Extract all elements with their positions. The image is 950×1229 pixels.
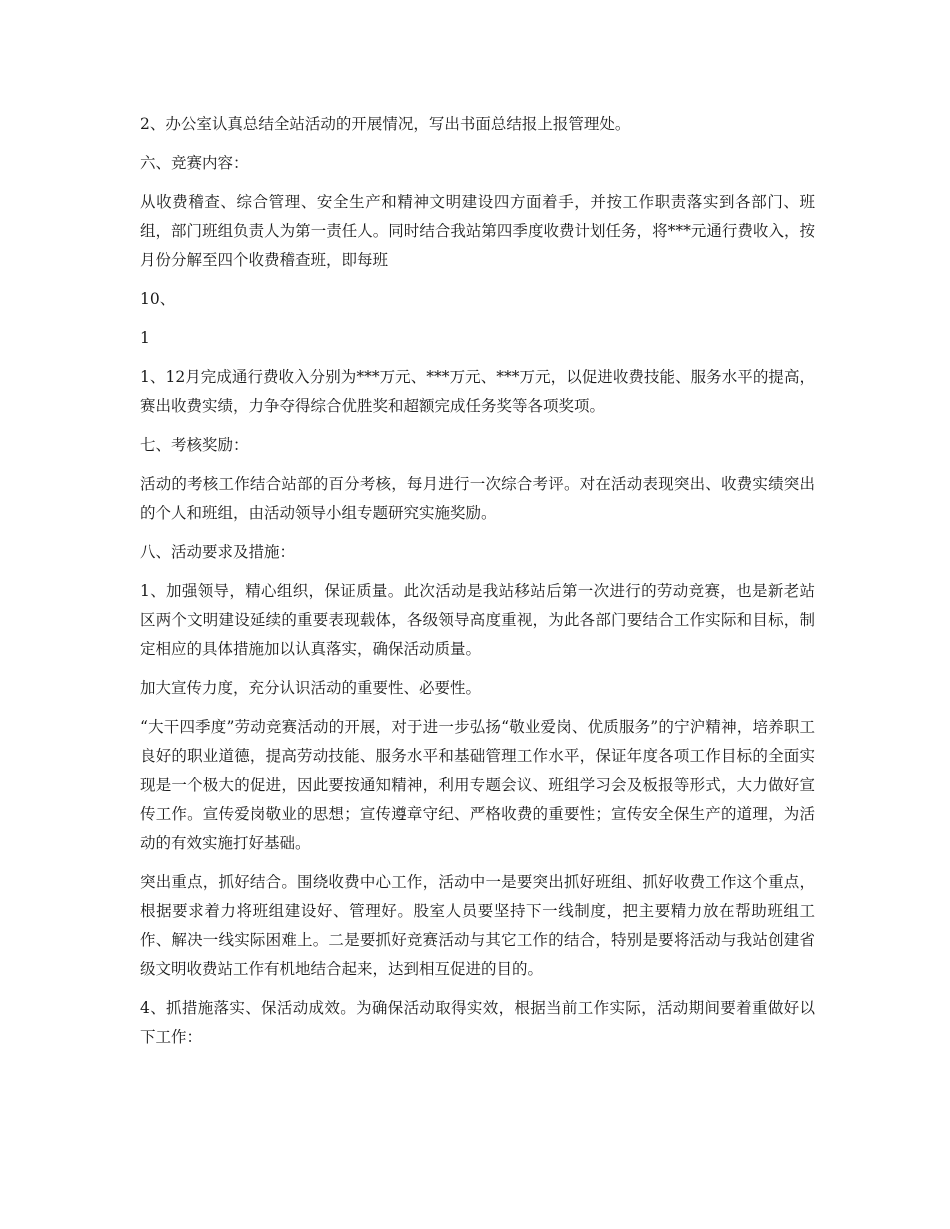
paragraph-fragment-1: 1 bbox=[140, 329, 150, 347]
paragraph-competition-scope: 从收费稽查、综合管理、安全生产和精神文明建设四方面着手，并按工作职责落实到各部门、班组，部门班组负责人为第一责任人。同时结合我站第四季度收费计划任务，将***元通行费收入，按月份分解至四个收费稽查班，即每班 bbox=[140, 193, 815, 269]
paragraph-campaign-spirit: “大干四季度”劳动竞赛活动的开展，对于进一步弘扬“敬业爱岗、优质服务”的宁沪精神，培养职工良好的职业道德，提高劳动技能、服务水平和基础管理工作水平，保证年度各项工作目标的全面实现是一个极大的促进，因此要按通知精神，利用专题会议、班组学习会及板报等形式，大力做好宣传工作。宣传爱岗敬业的思想；宣传遵章守纪、严格收费的重要性；宣传安全保生产的道理，为活动的有效实施打好基础。 bbox=[140, 718, 815, 852]
heading-requirements-measures: 八、活动要求及措施： bbox=[140, 543, 296, 561]
paragraph-fragment-10: 10、 bbox=[140, 290, 176, 308]
paragraph-publicity: 加大宣传力度，充分认识活动的重要性、必要性。 bbox=[140, 679, 482, 697]
paragraph-implementation: 4、抓措施落实、保活动成效。为确保活动取得实效，根据当前工作实际，活动期间要着重做好以下工作： bbox=[140, 999, 815, 1046]
heading-competition-content: 六、竞赛内容： bbox=[140, 154, 249, 172]
paragraph-summary-report: 2、办公室认真总结全站活动的开展情况，写出书面总结报上报管理处。 bbox=[140, 115, 631, 133]
paragraph-assessment: 活动的考核工作结合站部的百分考核，每月进行一次综合考评。对在活动表现突出、收费实绩突出的个人和班组，由活动领导小组专题研究实施奖励。 bbox=[140, 475, 815, 522]
paragraph-leadership: 1、加强领导，精心组织，保证质量。此次活动是我站移站后第一次进行的劳动竞赛，也是新老站区两个文明建设延续的重要表现载体，各级领导高度重视，为此各部门要结合工作实际和目标，制定相应的具体措施加以认真落实，确保活动质量。 bbox=[140, 582, 815, 658]
paragraph-revenue-targets: 1、12月完成通行费收入分别为***万元、***万元、***万元，以促进收费技能、服务水平的提高，赛出收费实绩，力争夺得综合优胜奖和超额完成任务奖等各项奖项。 bbox=[140, 368, 815, 415]
heading-assessment-rewards: 七、考核奖励： bbox=[140, 436, 249, 454]
document-page bbox=[140, 110, 815, 1062]
paragraph-key-focus: 突出重点，抓好结合。围绕收费中心工作，活动中一是要突出抓好班组、抓好收费工作这个重点，根据要求着力将班组建设好、管理好。股室人员要坚持下一线制度，把主要精力放在帮助班组工作、解决一线实际困难上。二是要抓好竞赛活动与其它工作的结合，特别是要将活动与我站创建省级文明收费站工作有机地结合起来，达到相互促进的目的。 bbox=[140, 873, 815, 978]
